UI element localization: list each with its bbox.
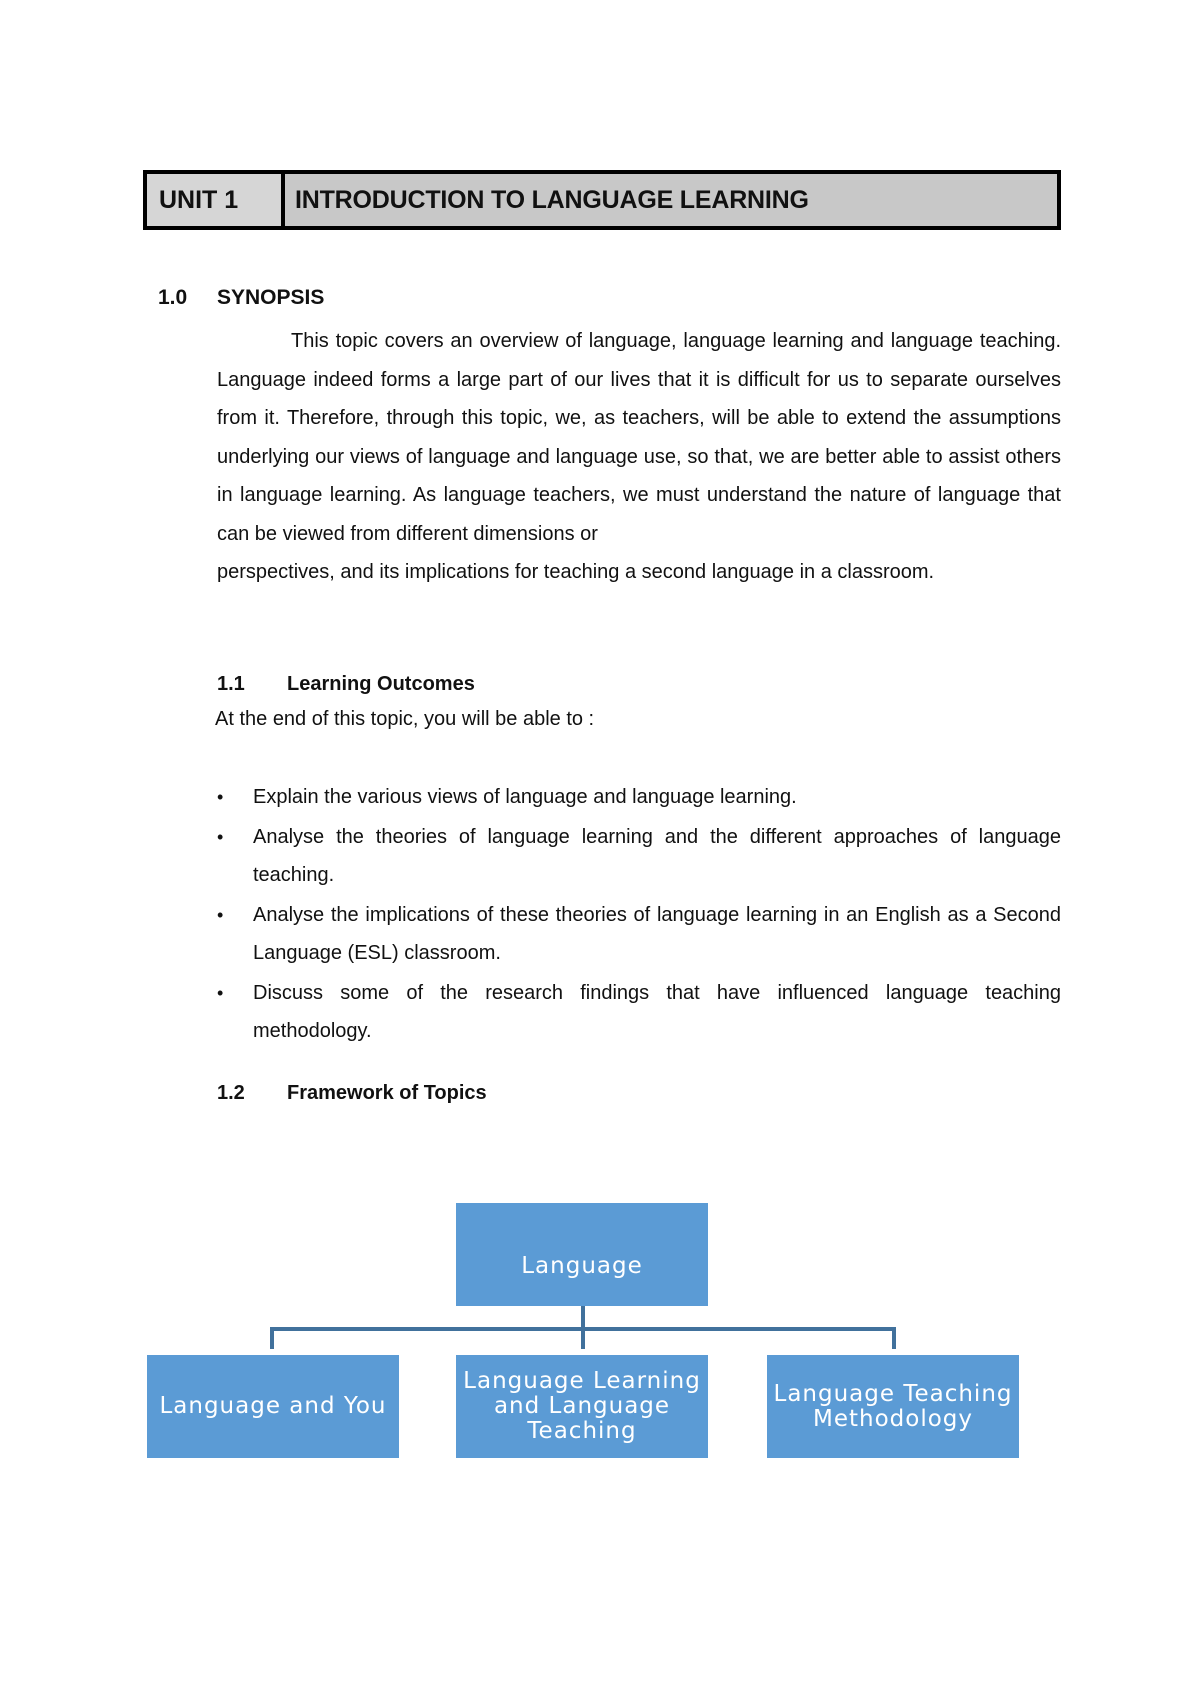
diagram-node-child: Language Learning and Language Teaching	[456, 1355, 708, 1458]
synopsis-body: This topic covers an overview of language, language learning and language teaching. Language indeed forms a large part of our lives that it is difficult for us to separate ourselves from it. Therefore, through this topic, we, as teachers, will be able to extend the assumptions underlying our views of language and language use, so that, we are better able to assist others in language learning. As language teachers, we must understand the nature of language that can be viewed from different dimensions or	[217, 330, 1061, 545]
framework-heading	[217, 1082, 487, 1105]
unit-title: INTRODUCTION TO LANGUAGE LEARNING	[285, 174, 1057, 226]
unit-header	[143, 170, 1061, 230]
learning-outcomes-title: Learning Outcomes	[287, 673, 475, 695]
bullet-icon: •	[217, 905, 224, 925]
framework-number: 1.2	[217, 1082, 245, 1104]
learning-outcomes-intro: At the end of this topic, you will be able to :	[215, 708, 595, 730]
synopsis-title: SYNOPSIS	[217, 286, 325, 309]
list-item: • Analyse the theories of language learning and the different approaches of language teaching.	[217, 818, 1061, 894]
unit-number: UNIT 1	[147, 174, 285, 226]
learning-outcomes-list	[217, 778, 1061, 1052]
bullet-icon: •	[217, 787, 224, 807]
bullet-icon: •	[217, 827, 224, 847]
list-item: • Discuss some of the research findings that have influenced language teaching methodology.	[217, 974, 1061, 1050]
list-item: • Explain the various views of language and language learning.	[217, 778, 1061, 816]
diagram-node-child: Language and You	[147, 1355, 399, 1458]
diagram-node-root: Language	[456, 1203, 708, 1306]
bullet-icon: •	[217, 983, 224, 1003]
synopsis-last-line: perspectives, and its implications for teaching a second language in a classroom.	[217, 561, 935, 583]
diagram-node-child: Language Teaching Methodology	[767, 1355, 1019, 1458]
learning-outcomes-heading	[217, 673, 475, 696]
learning-outcomes-number: 1.1	[217, 673, 245, 695]
list-item: • Analyse the implications of these theories of language learning in an English as a Second Language (ESL) classroom.	[217, 896, 1061, 972]
framework-title: Framework of Topics	[287, 1082, 487, 1104]
synopsis-heading	[158, 286, 325, 310]
synopsis-number: 1.0	[158, 286, 188, 309]
synopsis-paragraph	[217, 322, 1061, 592]
